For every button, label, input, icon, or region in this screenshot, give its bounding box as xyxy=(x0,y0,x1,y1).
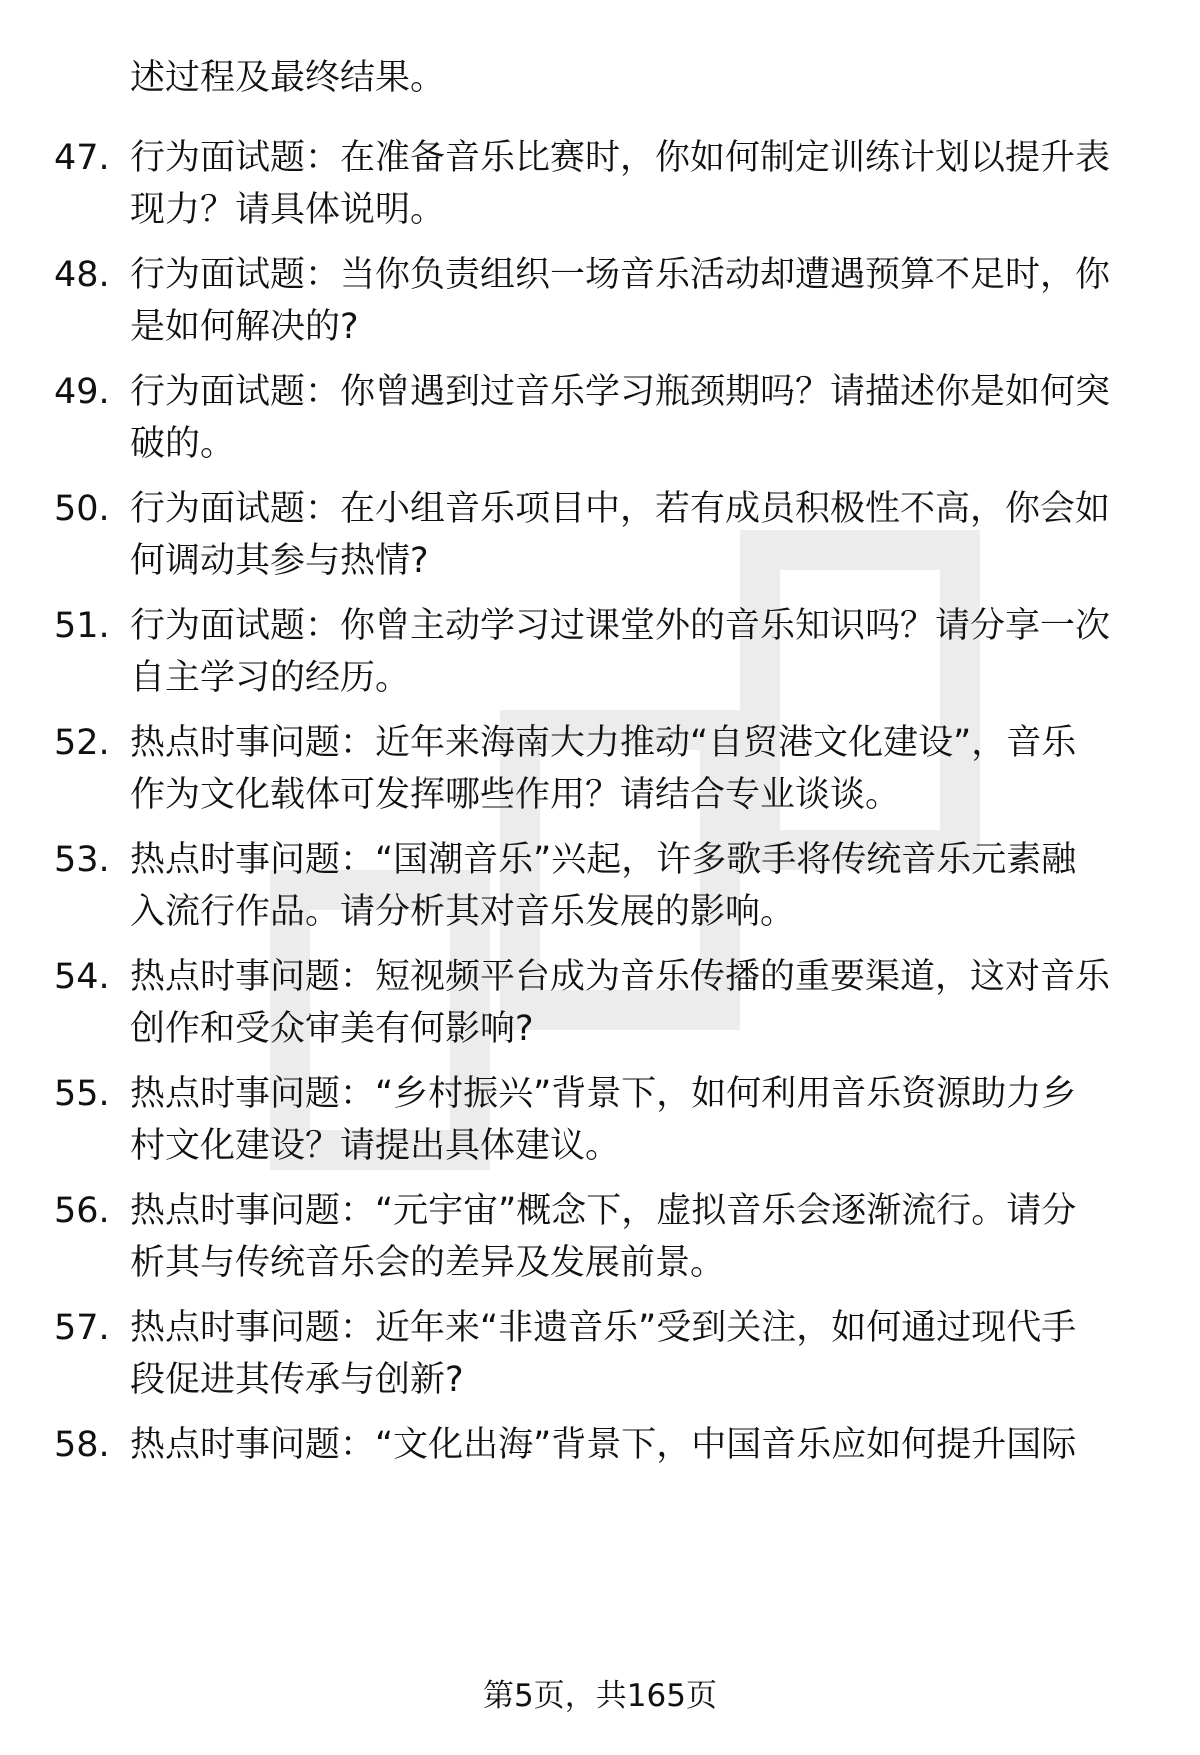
question-text-line: 析其与传统音乐会的差异及发展前景。 xyxy=(130,1243,726,1283)
continuation-text: 述过程及最终结果。 xyxy=(130,58,446,98)
question-text-line: 现力？请具体说明。 xyxy=(130,190,446,230)
question-text-line: 热点时事问题：近年来海南大力推动“自贸港文化建设”，音乐 xyxy=(130,723,1077,763)
question-item-47 xyxy=(0,132,1200,242)
question-item-51 xyxy=(0,600,1200,710)
question-text-line: 热点时事问题：“文化出海”背景下，中国音乐应如何提升国际 xyxy=(130,1425,1077,1465)
question-item-55 xyxy=(0,1068,1200,1178)
question-text-line: 村文化建设？请提出具体建议。 xyxy=(130,1126,621,1166)
question-text-line: 热点时事问题：“国潮音乐”兴起，许多歌手将传统音乐元素融 xyxy=(130,840,1077,880)
question-number: 48. xyxy=(54,255,110,295)
question-number: 47. xyxy=(54,138,110,178)
question-text-line: 是如何解决的? xyxy=(130,307,359,347)
question-text-line: 热点时事问题：“乡村振兴”背景下，如何利用音乐资源助力乡 xyxy=(130,1074,1077,1114)
question-item-56 xyxy=(0,1185,1200,1295)
question-text-line: 作为文化载体可发挥哪些作用？请结合专业谈谈。 xyxy=(130,775,901,815)
question-text-line: 热点时事问题：“元宇宙”概念下，虚拟音乐会逐渐流行。请分 xyxy=(130,1191,1077,1231)
question-item-49 xyxy=(0,366,1200,476)
question-number: 49. xyxy=(54,372,110,412)
question-text-line: 段促进其传承与创新? xyxy=(130,1360,464,1400)
question-text-line: 创作和受众审美有何影响? xyxy=(130,1009,534,1049)
question-number: 57. xyxy=(54,1308,110,1348)
question-number: 56. xyxy=(54,1191,110,1231)
question-text-line: 自主学习的经历。 xyxy=(130,658,411,698)
question-text-line: 行为面试题：你曾主动学习过课堂外的音乐知识吗？请分享一次 xyxy=(130,606,1111,646)
question-text-line: 行为面试题：在小组音乐项目中，若有成员积极性不高，你会如 xyxy=(130,489,1111,529)
question-item-50 xyxy=(0,483,1200,593)
question-number: 50. xyxy=(54,489,110,529)
question-number: 54. xyxy=(54,957,110,997)
question-item-57 xyxy=(0,1302,1200,1412)
question-number: 52. xyxy=(54,723,110,763)
question-item-48 xyxy=(0,249,1200,359)
question-number: 58. xyxy=(54,1425,110,1465)
question-number: 51. xyxy=(54,606,110,646)
question-number: 53. xyxy=(54,840,110,880)
question-item-53 xyxy=(0,834,1200,944)
question-text-line: 何调动其参与热情? xyxy=(130,541,429,581)
question-text-line: 入流行作品。请分析其对音乐发展的影响。 xyxy=(130,892,796,932)
page-number-footer: 第5页，共165页 xyxy=(483,1678,717,1714)
question-item-52 xyxy=(0,717,1200,827)
question-item-54 xyxy=(0,951,1200,1061)
question-text-line: 行为面试题：在准备音乐比赛时，你如何制定训练计划以提升表 xyxy=(130,138,1111,178)
question-text-line: 热点时事问题：短视频平台成为音乐传播的重要渠道，这对音乐 xyxy=(130,957,1111,997)
question-text-line: 破的。 xyxy=(130,424,236,464)
question-text-line: 行为面试题：当你负责组织一场音乐活动却遭遇预算不足时，你 xyxy=(130,255,1111,295)
question-item-58 xyxy=(0,1419,1200,1529)
question-text-line: 热点时事问题：近年来“非遗音乐”受到关注，如何通过现代手 xyxy=(130,1308,1077,1348)
question-number: 55. xyxy=(54,1074,110,1114)
question-text-line: 行为面试题：你曾遇到过音乐学习瓶颈期吗？请描述你是如何突 xyxy=(130,372,1111,412)
